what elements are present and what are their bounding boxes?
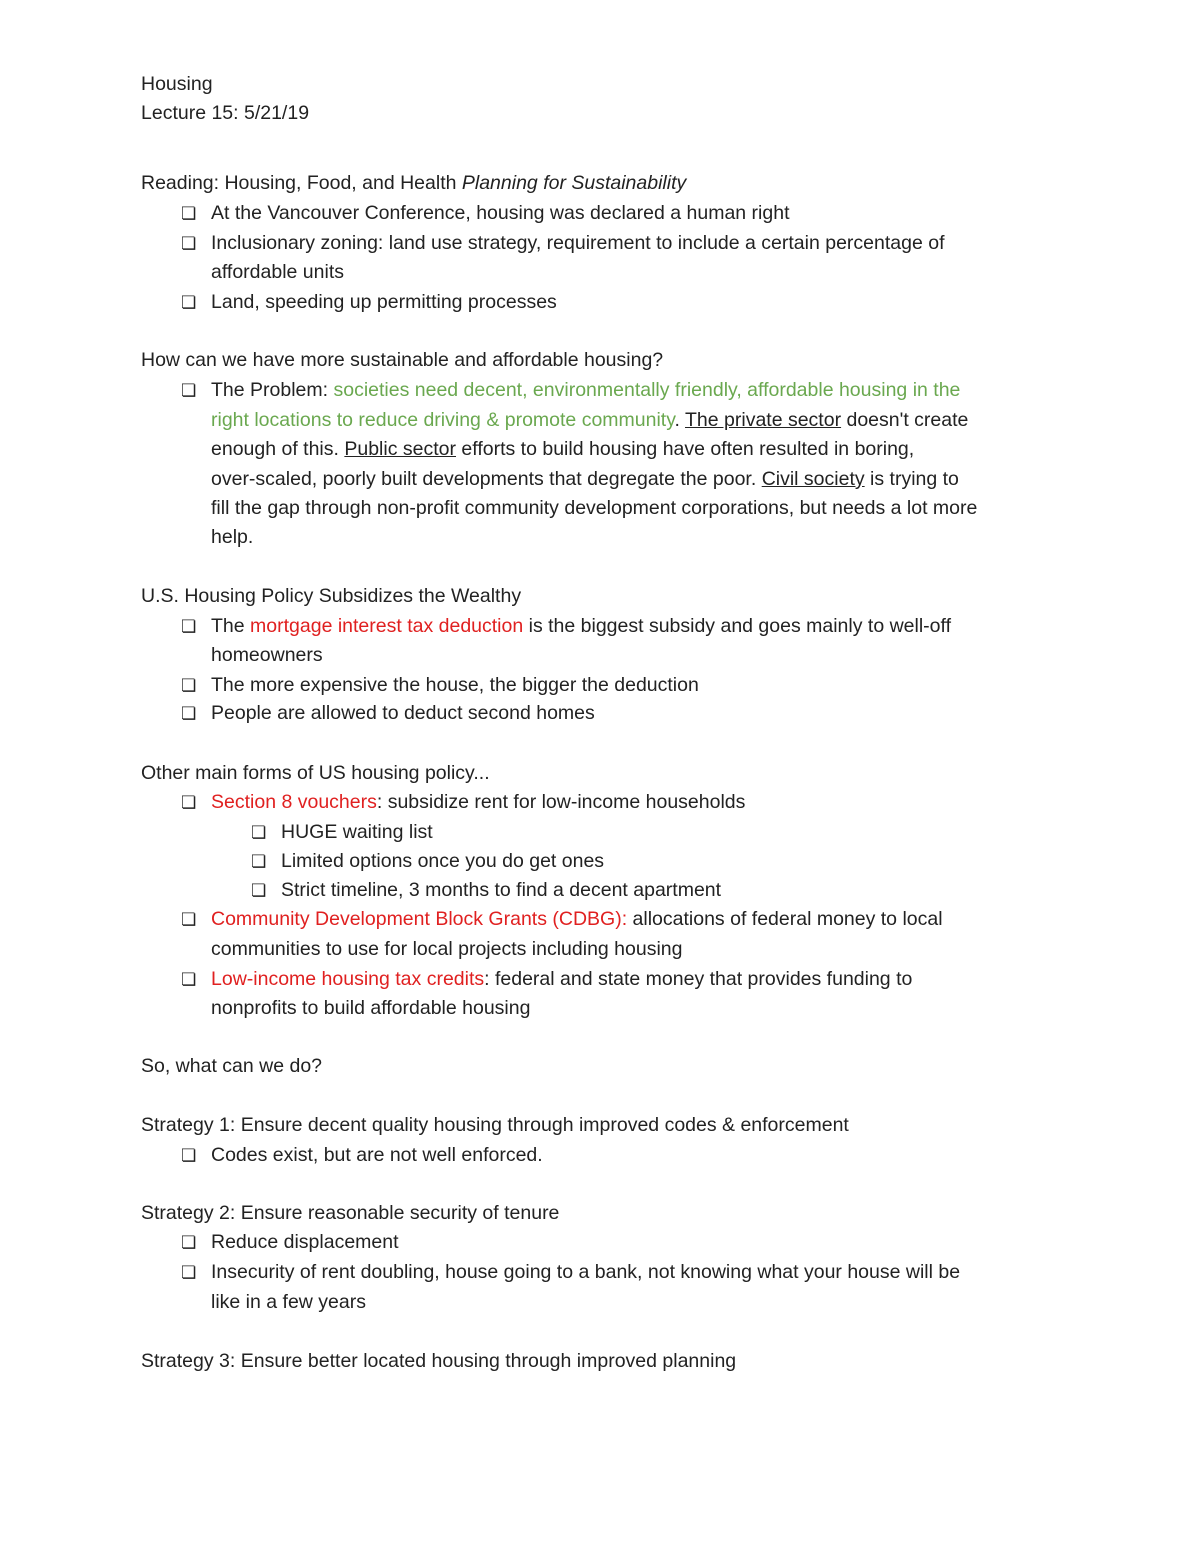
list-item: ❏ Inclusionary zoning: land use strategy, requirement to include a certain percentage of (181, 232, 945, 254)
list-item: ❏ People are allowed to deduct second homes (181, 702, 595, 724)
list-item-continuation: like in a few years (211, 1291, 366, 1313)
list-item: ❏ Reduce displacement (181, 1231, 399, 1253)
highlight-red: Community Development Block Grants (CDBG): (211, 908, 628, 930)
checkbox-icon: ❏ (181, 204, 197, 223)
highlight-green: societies need decent, environmentally friendly, affordable housing in the (333, 379, 961, 401)
checkbox-icon: ❏ (251, 852, 267, 871)
checkbox-icon: ❏ (181, 617, 197, 636)
list-item: ❏ Insecurity of rent doubling, house going to a bank, not knowing what your house will be (181, 1261, 961, 1283)
list-item: ❏ The mortgage interest tax deduction is the biggest subsidy and goes mainly to well-off (181, 615, 951, 637)
checkbox-icon: ❏ (181, 1233, 197, 1252)
strategy-heading: Strategy 1: Ensure decent quality housing through improved codes & enforcement (141, 1114, 849, 1136)
checkbox-icon: ❏ (181, 793, 197, 812)
section-heading: How can we have more sustainable and affordable housing? (141, 349, 664, 371)
checkbox-icon: ❏ (181, 676, 197, 695)
highlight-green: right locations to reduce driving & promote community (211, 409, 675, 431)
list-item-continuation: affordable units (211, 261, 344, 283)
list-item-continuation: communities to use for local projects including housing (211, 938, 683, 960)
checkbox-icon: ❏ (181, 910, 197, 929)
sub-list-item: ❏ Limited options once you do get ones (251, 850, 605, 872)
reading-heading: Reading: Housing, Food, and Health Planning for Sustainability (141, 172, 687, 194)
section-heading: Other main forms of US housing policy... (141, 762, 490, 784)
highlight-red: mortgage interest tax deduction (250, 615, 524, 637)
checkbox-icon: ❏ (181, 704, 197, 723)
list-item-continuation: right locations to reduce driving & promote community. The private sector doesn't create (211, 409, 969, 431)
checkbox-icon: ❏ (251, 881, 267, 900)
sub-list-item: ❏ HUGE waiting list (251, 821, 433, 843)
underlined-term: Public sector (344, 438, 456, 460)
list-item-continuation: homeowners (211, 644, 323, 666)
list-item: ❏ Land, speeding up permitting processes (181, 291, 557, 313)
list-item: ❏ The Problem: societies need decent, environmentally friendly, affordable housing in the (181, 379, 961, 401)
book-title: Planning for Sustainability (461, 172, 687, 194)
section-heading: So, what can we do? (141, 1055, 323, 1077)
list-item-continuation: enough of this. Public sector efforts to build housing have often resulted in boring, (211, 438, 915, 460)
checkbox-icon: ❏ (181, 970, 197, 989)
list-item: ❏ Section 8 vouchers: subsidize rent for low-income households (181, 791, 746, 813)
strategy-heading: Strategy 2: Ensure reasonable security of tenure (141, 1202, 560, 1224)
list-item-continuation: over-scaled, poorly built developments that degregate the poor. Civil society is trying to (211, 468, 959, 490)
list-item-continuation: fill the gap through non-profit community development corporations, but needs a lot more (211, 497, 978, 519)
highlight-red: Section 8 vouchers (211, 791, 377, 813)
checkbox-icon: ❏ (251, 823, 267, 842)
sub-list-item: ❏ Strict timeline, 3 months to find a decent apartment (251, 879, 722, 901)
underlined-term: The private sector (685, 409, 842, 431)
checkbox-icon: ❏ (181, 1263, 197, 1282)
strategy-heading: Strategy 3: Ensure better located housing through improved planning (141, 1350, 737, 1372)
section-heading: U.S. Housing Policy Subsidizes the Wealthy (141, 585, 522, 607)
list-item-continuation: help. (211, 526, 254, 548)
list-item: ❏ At the Vancouver Conference, housing was declared a human right (181, 202, 790, 224)
list-item-continuation: nonprofits to build affordable housing (211, 997, 531, 1019)
list-item: ❏ Codes exist, but are not well enforced. (181, 1144, 543, 1166)
checkbox-icon: ❏ (181, 381, 197, 400)
list-item: ❏ Low-income housing tax credits: federal and state money that provides funding to (181, 968, 913, 990)
document-title: Housing (141, 73, 213, 95)
checkbox-icon: ❏ (181, 293, 197, 312)
checkbox-icon: ❏ (181, 234, 197, 253)
list-item: ❏ Community Development Block Grants (CDBG): allocations of federal money to local (181, 908, 943, 930)
checkbox-icon: ❏ (181, 1146, 197, 1165)
underlined-term: Civil society (761, 468, 865, 490)
highlight-red: Low-income housing tax credits (211, 968, 485, 990)
lecture-date: Lecture 15: 5/21/19 (141, 102, 310, 124)
list-item: ❏ The more expensive the house, the bigger the deduction (181, 674, 699, 696)
